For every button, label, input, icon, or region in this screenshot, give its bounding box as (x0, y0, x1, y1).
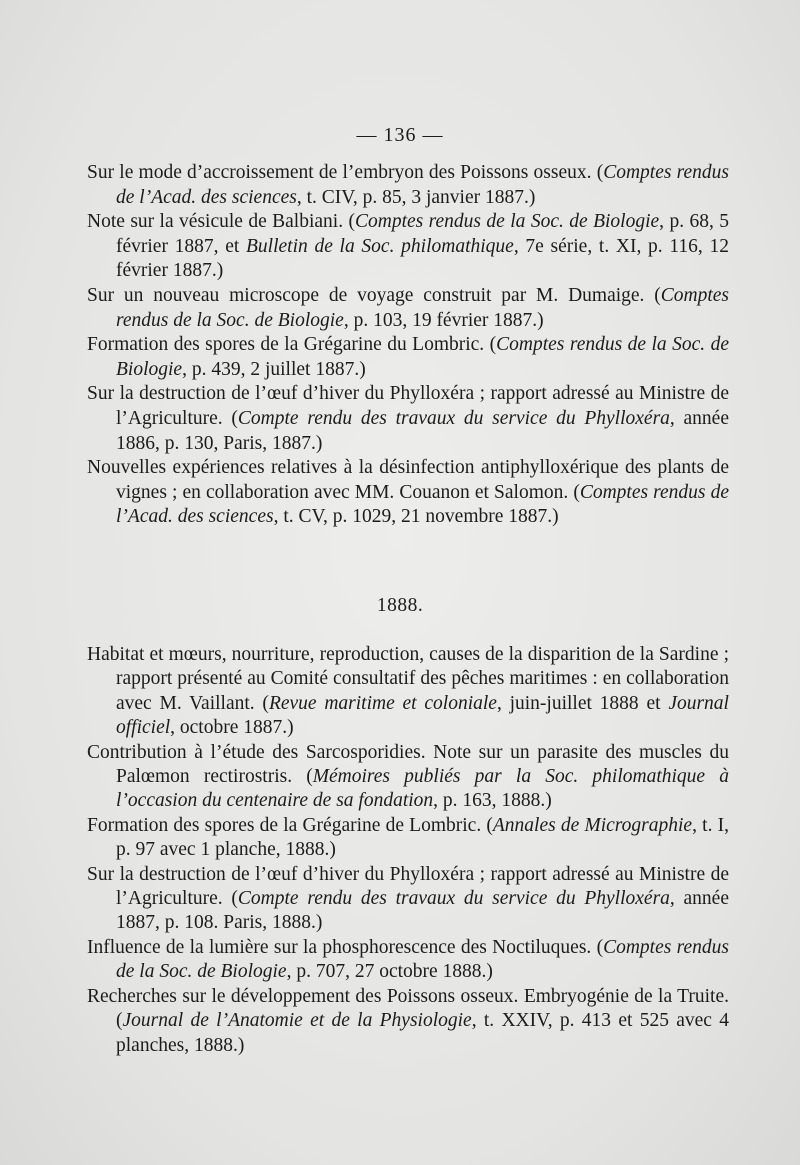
bibliography-entry: Contribution à l’étude des Sarcosporidies. Note sur un parasite des muscles du Palœmon rectirostris. (Mémoires publiés par la Soc. philomathique à l’occasion du centenaire de sa fondation, p. 163, 1888.) (87, 741, 729, 812)
page-number: — 136 — (356, 124, 444, 146)
bibliography-entry: Sur la destruction de l’œuf d’hiver du Phylloxéra ; rapport adressé au Ministre de l’Agriculture. (Compte rendu des travaux du service du Phylloxéra, année 1887, p. 108. Paris, 1888.) (87, 863, 729, 934)
bibliography-entry: Recherches sur le développement des Poissons osseux. Embryogénie de la Truite. (Journal de l’Anatomie et de la Physiologie, t. XXIV, p. 413 et 525 avec 4 planches, 1888.) (87, 985, 730, 1056)
bibliography-entry: Nouvelles expériences relatives à la désinfection antiphylloxérique des plants de vignes ; en collaboration avec MM. Couanon et Salomon. (Comptes rendus de l’Acad. des sciences, t. CV, p. 1029, 21 novembre 1887.) (87, 457, 729, 528)
bibliography-entry: Note sur la vésicule de Balbiani. (Comptes rendus de la Soc. de Biologie, p. 68, 5 février 1887, et Bulletin de la Soc. philomathique, 7e série, t. XI, p. 116, 12 février 1887.) (87, 211, 730, 282)
bibliography-entry: Sur la destruction de l’œuf d’hiver du Phylloxéra ; rapport adressé au Ministre de l’Agriculture. (Compte rendu des travaux du service du Phylloxéra, année 1886, p. 130, Paris, 1887.) (87, 383, 729, 454)
bibliography-1888 (87, 643, 729, 1058)
bibliography-entry: Sur le mode d’accroissement de l’embryon des Poissons osseux. (Comptes rendus de l’Acad. des sciences, t. CIV, p. 85, 3 janvier 1887.) (87, 162, 729, 208)
bibliography-entry: Sur un nouveau microscope de voyage construit par M. Dumaige. (Comptes rendus de la Soc. de Biologie, p. 103, 19 février 1887.) (87, 284, 729, 331)
bibliography-1887 (87, 161, 729, 530)
year-heading: 1888. (376, 595, 424, 616)
bibliography-entry: Habitat et mœurs, nourriture, reproduction, causes de la disparition de la Sardine ; rapport présenté au Comité consultatif des pêches maritimes : en collaboration avec M. Vaillant. (Revue maritime et coloniale, juin-juillet 1888 et Journal officiel, octobre 1887.) (87, 644, 729, 739)
bibliography-entry: Formation des spores de la Grégarine de Lombric. (Annales de Micrographie, t. I, p. 97 avec 1 planche, 1888.) (87, 814, 729, 861)
bibliography-entry: Formation des spores de la Grégarine du Lombric. (Comptes rendus de la Soc. de Biologie, p. 439, 2 juillet 1887.) (87, 334, 729, 380)
bibliography-entry: Influence de la lumière sur la phosphorescence des Noctiluques. (Comptes rendus de la Soc. de Biologie, p. 707, 27 octobre 1888.) (87, 936, 730, 983)
